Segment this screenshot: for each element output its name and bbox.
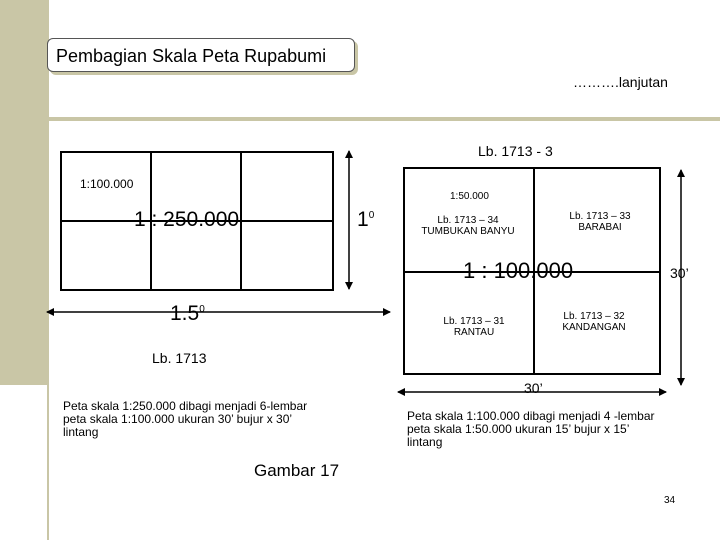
page-number: 34 (664, 495, 676, 506)
right-width-label: 30’ (524, 380, 543, 396)
sheet-code: Lb. 1713 – 31 (443, 316, 505, 327)
left-caption: Peta skala 1:250.000 dibagi menjadi 6-lembar peta skala 1:100.000 ukuran 30’ bujur x 30’ lintang (63, 399, 308, 439)
left-sheet-label: Lb. 1713 (152, 350, 207, 366)
sheet-code: Lb. 1713 – 32 (563, 311, 625, 322)
right-main-scale: 1 : 100.000 (463, 258, 574, 283)
page-title: Pembagian Skala Peta Rupabumi (47, 38, 355, 72)
left-main-scale: 1 : 250.000 (134, 208, 240, 231)
sheet-name: TUMBUKAN BANYU (421, 226, 515, 237)
right-sheet-label: Lb. 1713 - 3 (478, 143, 553, 159)
degree-symbol: 0 (368, 210, 375, 221)
figure-label: Gambar 17 (254, 461, 340, 480)
right-scale-label: 1:50.000 (450, 191, 489, 202)
sheet-name: BARABAI (578, 222, 622, 233)
height-value: 1 (357, 208, 369, 231)
width-value: 1.5 (170, 302, 200, 325)
left-scale-label: 1:100.000 (80, 177, 134, 191)
sheet-name: RANTAU (453, 327, 495, 338)
continued-label: ……….lanjutan (573, 74, 668, 90)
sheet-code: Lb. 1713 – 33 (569, 211, 631, 222)
degree-symbol: 0 (199, 304, 205, 315)
right-height-label: 30’ (670, 265, 689, 281)
right-caption: Peta skala 1:100.000 dibagi menjadi 4 -lembar peta skala 1:50.000 ukuran 15’ bujur x 15’ lintang (407, 409, 655, 449)
sheet-code: Lb. 1713 – 34 (437, 215, 499, 226)
sheet-name: KANDANGAN (562, 322, 626, 333)
